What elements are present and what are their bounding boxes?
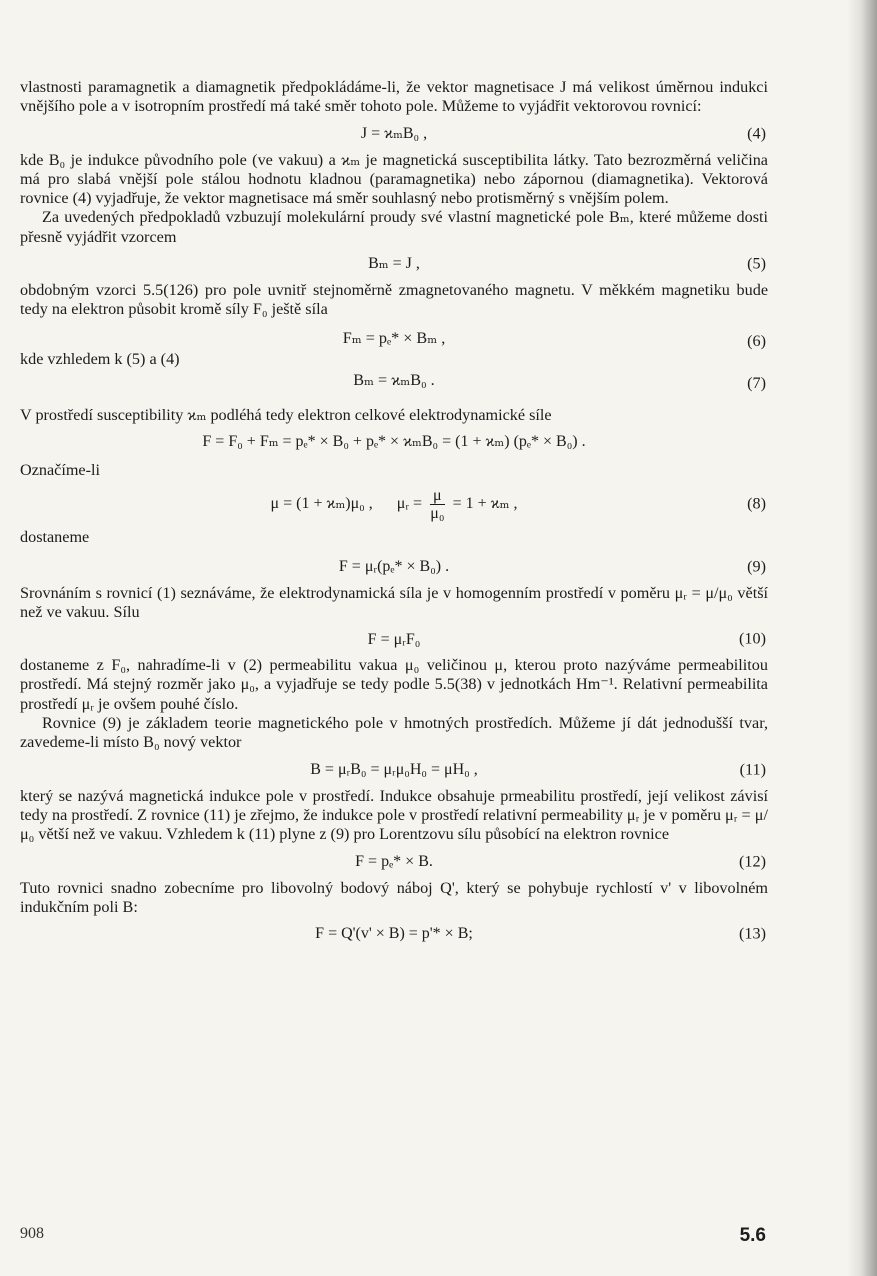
paragraph-10: dostaneme z F₀, nahradíme-li v (2) permeabilitu vakua μ₀ veličinou μ, kterou proto nazýváme permeabilitou prostředí. Má stejný rozměr jako μ₀, a vyjadřuje se tedy podle 5.5(38) v jednotkách Hm⁻¹. Relativní permeabilita prostředí μᵣ je ovšem pouhé číslo. — [20, 656, 768, 713]
paragraph-4: obdobným vzorci 5.5(126) pro pole uvnitř stejnoměrně zmagnetovaného magnetu. V měkkém magnetiku bude tedy na elektron působit kromě síly F₀ ještě síla — [20, 281, 768, 319]
paragraph-1: vlastnosti paramagnetik a diamagnetik předpokládáme-li, že vektor magnetisace J má velikost úměrnou indukci vnějšího pole a v isotropním prostředí má také směr tohoto pole. Můžeme to vyjádřit vektorovou rovnicí: — [20, 78, 768, 116]
fraction-denominator: μ₀ — [430, 504, 445, 522]
equation-8-part-b-right: = 1 + ϰₘ , — [452, 494, 518, 512]
equation-13-number: (13) — [739, 924, 766, 943]
equation-11-number: (11) — [739, 759, 766, 778]
equation-7-number: (7) — [747, 373, 766, 392]
equation-11 — [20, 753, 768, 787]
equation-12 — [20, 845, 768, 879]
paragraph-13: Tuto rovnici snadno zobecníme pro libovolný bodový náboj Q', který se pohybuje rychlostí v' v libovolném indukčním poli B: — [20, 878, 768, 916]
paragraph-2: kde B₀ je indukce původního pole (ve vakuu) a ϰₘ je magnetická susceptibilita látky. Tato bezrozměrná veličina má pro slabá vnější pole stálou hodnotu kladnou (paramagnetika) nebo zápornou (diamagnetika). Vektorová rovnice (4) vyjadřuje, že vektor magnetisace má směr souhlasný nebo protisměrný s vnějším polem. — [20, 150, 768, 208]
equation-10-number: (10) — [739, 629, 766, 648]
equation-9-formula: F = μᵣ(pₑ* × B₀) . — [338, 557, 450, 575]
equation-5 — [20, 247, 768, 281]
equation-8-number: (8) — [747, 494, 766, 513]
equation-12-number: (12) — [739, 851, 766, 870]
equation-4-formula: J = ϰₘB₀ , — [360, 124, 428, 142]
equation-total-force — [20, 425, 768, 459]
equation-4-number: (4) — [747, 123, 766, 142]
equation-10-formula: F = μᵣF₀ — [367, 630, 421, 648]
equation-13-formula: F = Q'(v' × B) = p'* × B; — [315, 925, 473, 943]
equation-4 — [20, 117, 768, 151]
equation-9 — [20, 550, 768, 584]
equation-5-formula: Bₘ = J , — [368, 255, 420, 273]
page-footer — [20, 1225, 768, 1249]
equation-8-part-b-left: μᵣ = — [396, 494, 423, 512]
equation-6-number: (6) — [747, 331, 766, 350]
paragraph-9: Srovnáním s rovnicí (1) seznáváme, že elektrodynamická síla je v homogenním prostředí v poměru μᵣ = μ/μ₀ větší než ve vakuu. Sílu — [20, 583, 768, 621]
equation-9-number: (9) — [747, 556, 766, 575]
page-body — [20, 78, 768, 951]
equation-8-formula — [271, 487, 518, 522]
equation-5-number: (5) — [747, 254, 766, 273]
paragraph-3: Za uvedených předpokladů vzbuzují molekulární proudy své vlastní magnetické pole Bₘ, které můžeme dosti přesně vyjádřit vzorcem — [20, 208, 768, 246]
paragraph-8: dostaneme — [20, 528, 90, 547]
equation-13 — [20, 917, 768, 951]
equation-7-formula: Bₘ = ϰₘB₀ . — [353, 371, 435, 390]
equation-10 — [20, 622, 768, 656]
equation-6-formula: Fₘ = pₑ* × Bₘ , — [342, 329, 446, 348]
paragraph-6: V prostředí susceptibility ϰₘ podléhá tedy elektron celkové elektrodynamické síle — [20, 405, 552, 424]
section-number: 5.6 — [739, 1225, 766, 1246]
paragraph-7: Označíme-li — [20, 460, 100, 479]
equation-12-formula: F = pₑ* × B. — [355, 852, 433, 870]
equation-8-fraction — [430, 487, 445, 522]
equations-6-7 — [20, 320, 768, 406]
paragraph-11: Rovnice (9) je základem teorie magnetického pole v hmotných prostředích. Můžeme jí dát jednodušší tvar, zavedeme-li místo B₀ nový vektor — [20, 714, 768, 752]
equation-11-formula: B = μᵣB₀ = μᵣμ₀H₀ = μH₀ , — [310, 760, 478, 778]
equation-8 — [20, 482, 768, 526]
paragraph-12: který se nazývá magnetická indukce pole v prostředí. Indukce obsahuje prmeabilitu prostředí, její velikost závisí tedy na prostředí. Z rovnice (11) je zřejmo, že indukce pole v prostředí relativní permeability μᵣ je v poměru μᵣ = μ/μ₀ větší než ve vakuu. Vzhledem k (11) plyne z (9) pro Lorentzovu sílu působící na elektron rovnice — [20, 786, 768, 844]
page-number: 908 — [20, 1225, 44, 1242]
paragraph-5-label: kde vzhledem k (5) a (4) — [20, 349, 180, 368]
fraction-numerator: μ — [430, 487, 445, 505]
page-edge-shadow — [847, 0, 877, 1276]
equation-total-force-formula: F = F₀ + Fₘ = pₑ* × B₀ + pₑ* × ϰₘB₀ = (1 + ϰₘ) (pₑ* × B₀) . — [202, 433, 586, 451]
equation-8-part-a: μ = (1 + ϰₘ)μ₀ , — [270, 494, 373, 512]
